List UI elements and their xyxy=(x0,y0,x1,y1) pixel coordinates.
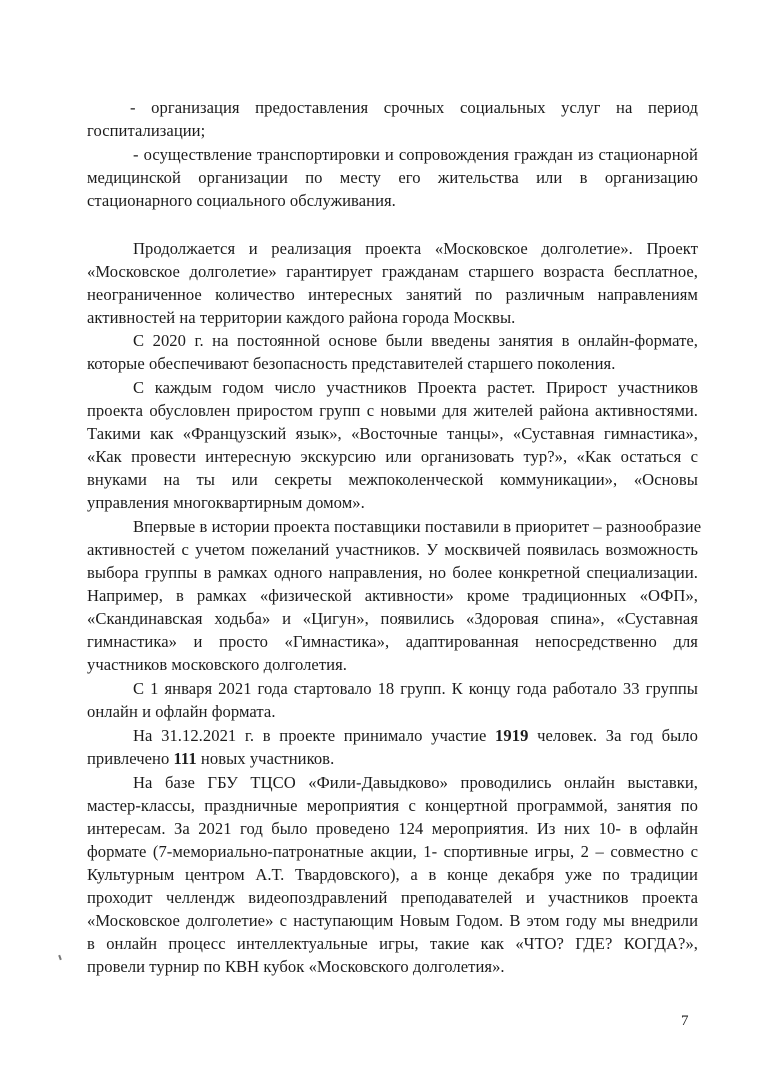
paragraph-line: интересам. За 2021 год было проведено 124 мероприятия. Из них 10- в офлайн xyxy=(87,819,698,838)
paragraph-line: неограниченное количество интересных занятий по различным направлениям xyxy=(87,285,698,304)
list-item-line: - организация предоставления срочных социальных услуг на период xyxy=(130,98,698,117)
paragraph-line: Например, в рамках «физической активности» кроме традиционных «ОФП», xyxy=(87,586,698,605)
paragraph-line xyxy=(87,747,698,770)
paragraph-line: Такими как «Французский язык», «Восточные танцы», «Суставная гимнастика», xyxy=(87,424,698,443)
paragraph-text: привлечено xyxy=(87,749,170,768)
paragraph-line: управления многоквартирным домом». xyxy=(87,493,365,512)
paragraph-line: «Скандинавская ходьба» и «Цигун», появились «Здоровая спина», «Суставная xyxy=(87,609,698,628)
paragraph-line: в онлайн процесс интеллектуальные игры, такие как «ЧТО? ГДЕ? КОГДА?», xyxy=(87,934,698,953)
paragraph-line: «Московское долголетие» гарантирует гражданам старшего возраста бесплатное, xyxy=(87,262,698,281)
paragraph-line: На базе ГБУ ТЦСО «Фили-Давыдково» проводились онлайн выставки, xyxy=(133,773,698,792)
paragraph-line: гимнастика» и просто «Гимнастика», адаптированная непосредственно для xyxy=(87,632,698,651)
list-item-line: - осуществление транспортировки и сопровождения граждан из стационарной xyxy=(133,145,698,164)
paragraph-line: мастер-классы, праздничные мероприятия с концертной программой, занятия по xyxy=(87,796,698,815)
paragraph-line: С 2020 г. на постоянной основе были введены занятия в онлайн-формате, xyxy=(133,331,698,350)
paragraph-line: проекта обусловлен приростом групп с новыми для жителей района активностями. xyxy=(87,401,698,420)
paragraph-line: внуками на ты или секреты межпоколенческой коммуникации», «Основы xyxy=(87,470,698,489)
list-item-line: медицинской организации по месту его жительства или в организацию xyxy=(87,168,698,187)
paragraph-line: Продолжается и реализация проекта «Московское долголетие». Проект xyxy=(133,239,698,258)
paragraph-line: формате (7-мемориально-патронатные акции, 1- спортивные игры, 2 – совместно с xyxy=(87,842,698,861)
paragraph-line: активностей на территории каждого района города Москвы. xyxy=(87,308,516,327)
paragraph-line: провели турнир по КВН кубок «Московского долголетия». xyxy=(87,957,505,976)
scan-mark xyxy=(58,955,62,960)
paragraph-line xyxy=(133,724,698,747)
page-number: 7 xyxy=(681,1013,689,1029)
paragraph-line: проходит челлендж видеопоздравлений преподавателей и участников проекта xyxy=(87,888,698,907)
new-participants-count: 111 xyxy=(173,749,197,768)
paragraph-line: выбора группы в рамках одного направления, но более конкретной специализации. xyxy=(87,563,698,582)
participants-count: 1919 xyxy=(495,726,529,745)
list-item-line: госпитализации; xyxy=(87,121,206,140)
paragraph-line: «Как провести интересную экскурсию или организовать тур?», «Как остаться с xyxy=(87,447,698,466)
paragraph-line: С каждым годом число участников Проекта растет. Прирост участников xyxy=(133,378,698,397)
paragraph-line: Впервые в истории проекта поставщики поставили в приоритет – разнообразие xyxy=(133,517,702,536)
paragraph-line: Культурным центром А.Т. Твардовского), а в конце декабря уже по традиции xyxy=(87,865,698,884)
paragraph-text: новых участников. xyxy=(200,749,335,768)
paragraph-line: «Московское долголетие» с наступающим Новым Годом. В этом году мы внедрили xyxy=(87,911,698,930)
paragraph-text: На 31.12.2021 г. в проекте принимало участие xyxy=(133,726,487,745)
list-item-line: стационарного социального обслуживания. xyxy=(87,191,396,210)
paragraph-line: которые обеспечивают безопасность представителей старшего поколения. xyxy=(87,354,616,373)
paragraph-text: человек. За год было xyxy=(537,726,698,745)
paragraph-line: участников московского долголетия. xyxy=(87,655,347,674)
paragraph-line: активностей с учетом пожеланий участников. У москвичей появилась возможность xyxy=(87,540,698,559)
paragraph-line: С 1 января 2021 года стартовало 18 групп. К концу года работало 33 группы xyxy=(133,679,698,698)
paragraph-line: онлайн и офлайн формата. xyxy=(87,702,276,721)
